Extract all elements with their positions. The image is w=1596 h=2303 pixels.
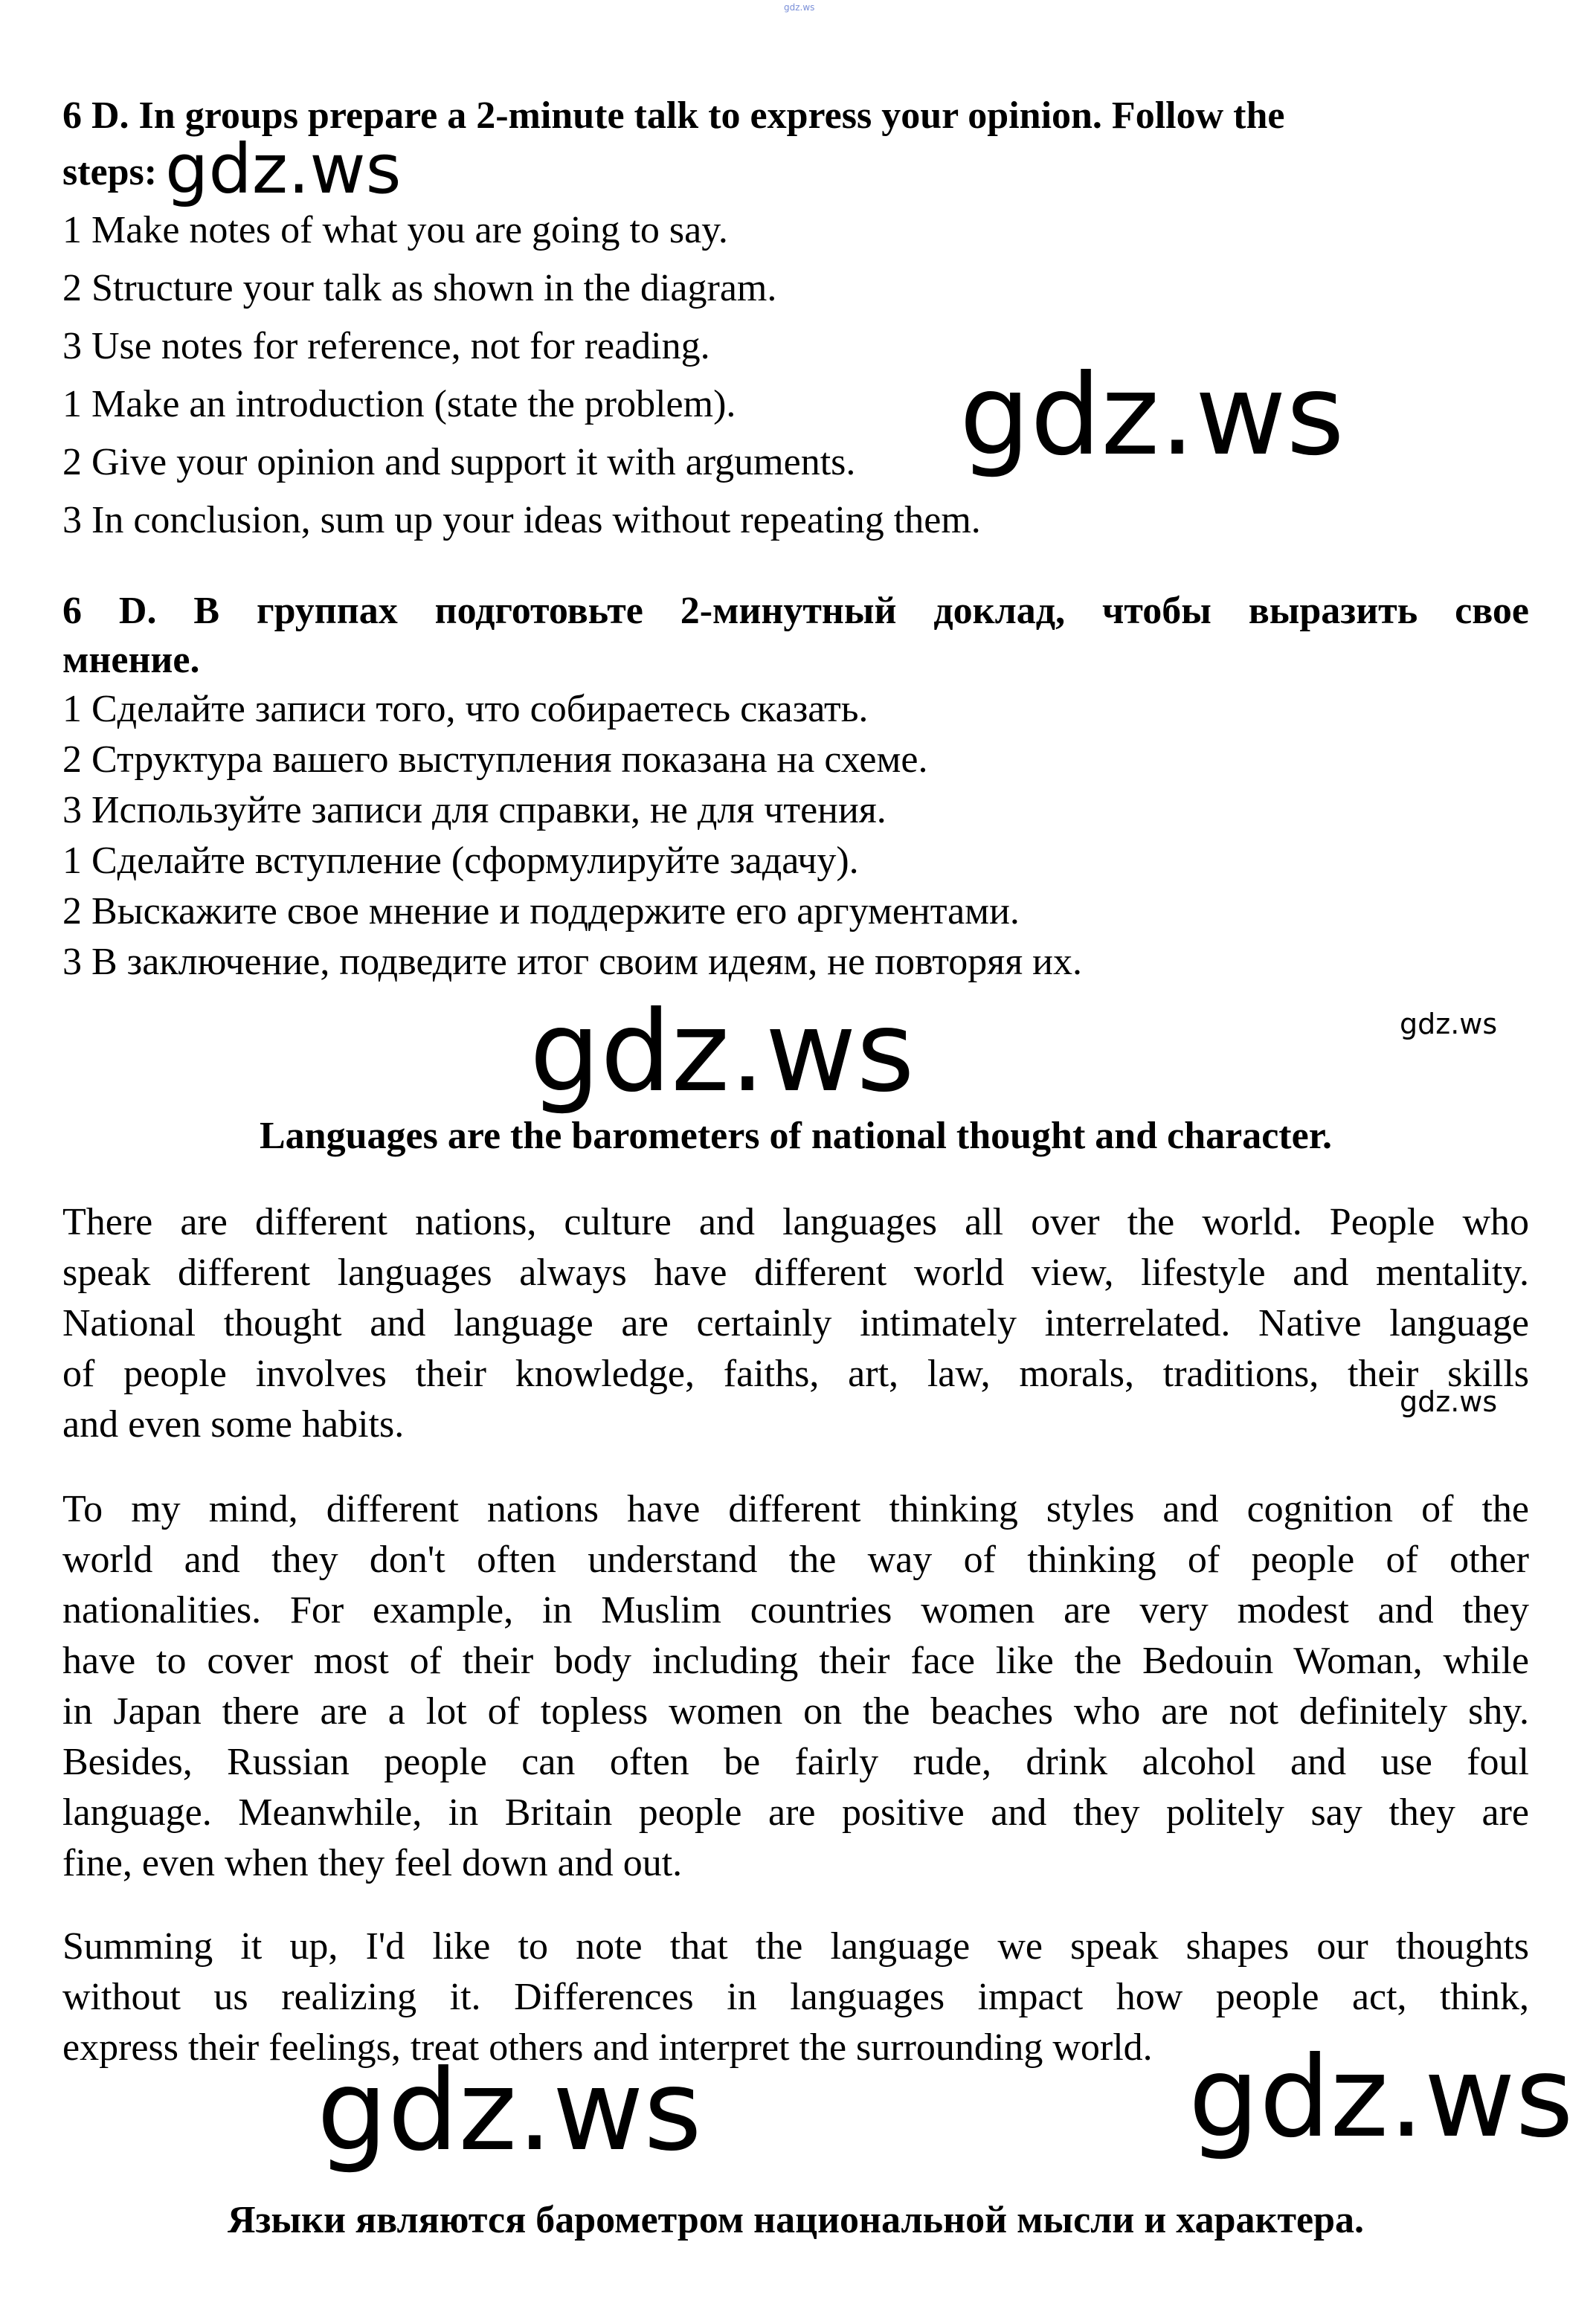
russian-essay-title: Языки являются барометром национальной мысли и характера.	[227, 2199, 1365, 2241]
english-step-5: 2 Give your opinion and support it with arguments.	[62, 441, 856, 483]
paragraph-1-line: National thought and language are certainly intimately interrelated. Native language	[62, 1302, 1529, 1344]
watermark-small-2: gdz.ws	[1400, 1385, 1498, 1418]
essay-paragraph-2	[62, 1484, 1529, 1889]
paragraph-1-line: speak different languages always have different world view, lifestyle and mentality.	[62, 1252, 1529, 1294]
paragraph-3-line: without us realizing it. Differences in languages impact how people act, think,	[62, 1976, 1529, 2018]
watermark-small-1: gdz.ws	[1400, 1008, 1498, 1040]
paragraph-2-line: have to cover most of their body including their face like the Bedouin Woman, while	[62, 1640, 1529, 1682]
russian-step-5: 2 Выскажите свое мнение и поддержите его аргументами.	[62, 890, 1020, 933]
russian-step-4: 1 Сделайте вступление (сформулируйте задачу).	[62, 840, 859, 882]
paragraph-2-line: fine, even when they feel down and out.	[62, 1842, 683, 1884]
paragraph-2-line: world and they don't often understand the way of thinking of people of other	[62, 1539, 1529, 1581]
russian-step-6: 3 В заключение, подведите итог своим идеям, не повторяя их.	[62, 941, 1082, 983]
paragraph-1-line: There are different nations, culture and languages all over the world. People who	[62, 1201, 1529, 1243]
english-step-1: 1 Make notes of what you are going to say.	[62, 209, 728, 251]
english-task-heading-line1: 6 D. In groups prepare a 2-minute talk to express your opinion. Follow the	[62, 94, 1285, 137]
russian-step-1: 1 Сделайте записи того, что собираетесь сказать.	[62, 688, 869, 730]
paragraph-2-line: Besides, Russian people can often be fairly rude, drink alcohol and use foul	[62, 1741, 1529, 1783]
russian-step-3: 3 Используйте записи для справки, не для чтения.	[62, 789, 887, 831]
paragraph-2-line: nationalities. For example, in Muslim countries women are very modest and they	[62, 1589, 1529, 1632]
watermark-steps: gdz.ws	[165, 129, 402, 209]
russian-task-heading-line1: 6 D. В группах подготовьте 2-минутный доклад, чтобы выразить свое	[62, 590, 1529, 632]
english-step-3: 3 Use notes for reference, not for reading.	[62, 325, 710, 367]
paragraph-1-line: of people involves their knowledge, faiths, art, law, morals, traditions, their skills	[62, 1353, 1529, 1395]
paragraph-2-line: To my mind, different nations have different thinking styles and cognition of the	[62, 1488, 1529, 1530]
essay-title: Languages are the barometers of national thought and character.	[259, 1115, 1332, 1157]
watermark-mid-2: gdz.ws	[530, 988, 915, 1117]
english-step-6: 3 In conclusion, sum up your ideas without repeating them.	[62, 499, 981, 541]
english-task-heading-line2: steps:	[62, 151, 158, 193]
watermark-bottom-right: gdz.ws	[1188, 2033, 1574, 2162]
watermark-bottom-left: gdz.ws	[317, 2046, 702, 2176]
russian-step-2: 2 Структура вашего выступления показана на схеме.	[62, 738, 928, 781]
paragraph-3-line: Summing it up, I'd like to note that the language we speak shapes our thoughts	[62, 1925, 1529, 1968]
english-step-2: 2 Structure your talk as shown in the diagram.	[62, 267, 777, 309]
english-step-4: 1 Make an introduction (state the problem).	[62, 383, 736, 425]
paragraph-2-line: language. Meanwhile, in Britain people are positive and they politely say they are	[62, 1791, 1529, 1834]
russian-task-heading-line2: мнение.	[62, 639, 200, 681]
watermark-mid-1: gdz.ws	[959, 351, 1345, 480]
watermark-top: gdz.ws	[784, 2, 815, 13]
paragraph-3-line: express their feelings, treat others and interpret the surrounding world.	[62, 2026, 1153, 2069]
paragraph-2-line: in Japan there are a lot of topless women on the beaches who are not definitely shy.	[62, 1690, 1529, 1733]
essay-paragraph-1	[62, 1197, 1529, 1450]
paragraph-1-line: and even some habits.	[62, 1403, 405, 1446]
